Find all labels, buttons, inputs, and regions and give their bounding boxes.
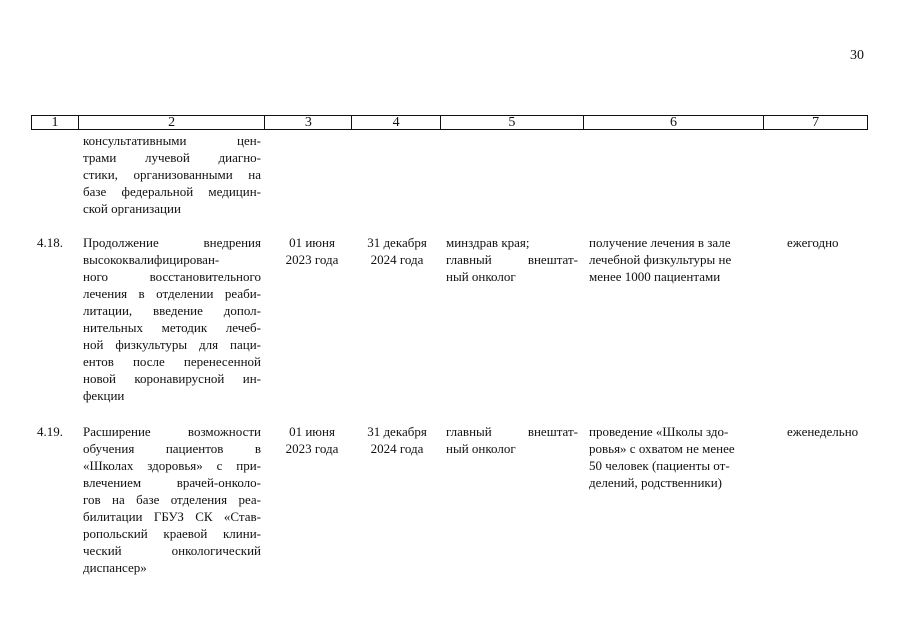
row-number: 4.18. bbox=[37, 235, 63, 250]
row-frequency: еженедельно bbox=[787, 424, 859, 439]
text-line: 01 июня bbox=[289, 235, 335, 250]
header-cell-1: 1 bbox=[32, 116, 79, 129]
text-line: билитации ГБУЗ СК «Став- bbox=[83, 509, 261, 524]
text-line: гов на базе отделения реа- bbox=[83, 492, 261, 507]
text-line: стики, организованными на bbox=[83, 167, 261, 182]
text-line: менее 1000 пациентами bbox=[589, 269, 721, 284]
text-line: главный внештат- bbox=[446, 424, 578, 439]
text-line: 2024 года bbox=[370, 252, 424, 267]
text-line: 2023 года bbox=[285, 252, 339, 267]
text-line: консультативными цен- bbox=[83, 133, 261, 148]
text-line: высококвалифицирован- bbox=[83, 252, 220, 267]
text-line: 2024 года bbox=[370, 441, 424, 456]
text-line: 31 декабря bbox=[367, 235, 427, 250]
header-cell-4: 4 bbox=[352, 116, 441, 129]
text-line: обучения пациентов в bbox=[83, 441, 261, 456]
text-line: ровья» с охватом не менее bbox=[589, 441, 735, 456]
text-line: ного восстановительного bbox=[83, 269, 261, 284]
text-line: 2023 года bbox=[285, 441, 339, 456]
text-line: влечением врачей-онколо- bbox=[83, 475, 261, 490]
text-line: Расширение возможности bbox=[83, 424, 261, 439]
text-line: ный онколог bbox=[446, 441, 516, 456]
row-end-date bbox=[360, 423, 434, 457]
text-line: базе федеральной медицин- bbox=[83, 184, 261, 199]
text-line: получение лечения в зале bbox=[589, 235, 731, 250]
row-description bbox=[83, 234, 261, 404]
text-line: новой коронавирусной ин- bbox=[83, 371, 261, 386]
row-end-date bbox=[360, 234, 434, 268]
text-line: ный онколог bbox=[446, 269, 516, 284]
text-line: 01 июня bbox=[289, 424, 335, 439]
page-number: 30 bbox=[850, 48, 864, 63]
header-cell-3: 3 bbox=[265, 116, 352, 129]
text-line: ной физкультуры для паци- bbox=[83, 337, 261, 352]
text-line: 50 человек (пациенты от- bbox=[589, 458, 730, 473]
continuation-description bbox=[83, 132, 261, 217]
header-cell-5: 5 bbox=[441, 116, 584, 129]
table-header-row bbox=[31, 115, 868, 130]
text-line: лечебной физкультуры не bbox=[589, 252, 732, 267]
text-line: трами лучевой диагно- bbox=[83, 150, 261, 165]
row-responsible bbox=[446, 423, 578, 457]
text-line: ческий онкологический bbox=[83, 543, 261, 558]
text-line: Продолжение внедрения bbox=[83, 235, 261, 250]
row-result bbox=[589, 234, 761, 285]
row-start-date bbox=[281, 423, 343, 457]
text-line: делений, родственники) bbox=[589, 475, 723, 490]
text-line: 31 декабря bbox=[367, 424, 427, 439]
row-description bbox=[83, 423, 261, 576]
row-frequency: ежегодно bbox=[787, 235, 839, 250]
text-line: ской организации bbox=[83, 201, 181, 216]
header-cell-6: 6 bbox=[584, 116, 765, 129]
text-line: литации, введение допол- bbox=[83, 303, 261, 318]
text-line: нительных методик лечеб- bbox=[83, 320, 261, 335]
text-line: ропольский краевой клини- bbox=[83, 526, 261, 541]
text-line: главный внештат- bbox=[446, 252, 578, 267]
text-line: минздрав края; bbox=[446, 235, 530, 250]
text-line: лечения в отделении реаби- bbox=[83, 286, 261, 301]
row-result bbox=[589, 423, 761, 491]
text-line: диспансер» bbox=[83, 560, 147, 575]
text-line: проведение «Школы здо- bbox=[589, 424, 729, 439]
text-line: ентов после перенесенной bbox=[83, 354, 261, 369]
row-responsible bbox=[446, 234, 578, 285]
text-line: фекции bbox=[83, 388, 125, 403]
header-cell-2: 2 bbox=[79, 116, 266, 129]
row-number: 4.19. bbox=[37, 424, 63, 439]
text-line: «Школах здоровья» с при- bbox=[83, 458, 261, 473]
row-start-date bbox=[281, 234, 343, 268]
header-cell-7: 7 bbox=[812, 115, 820, 130]
